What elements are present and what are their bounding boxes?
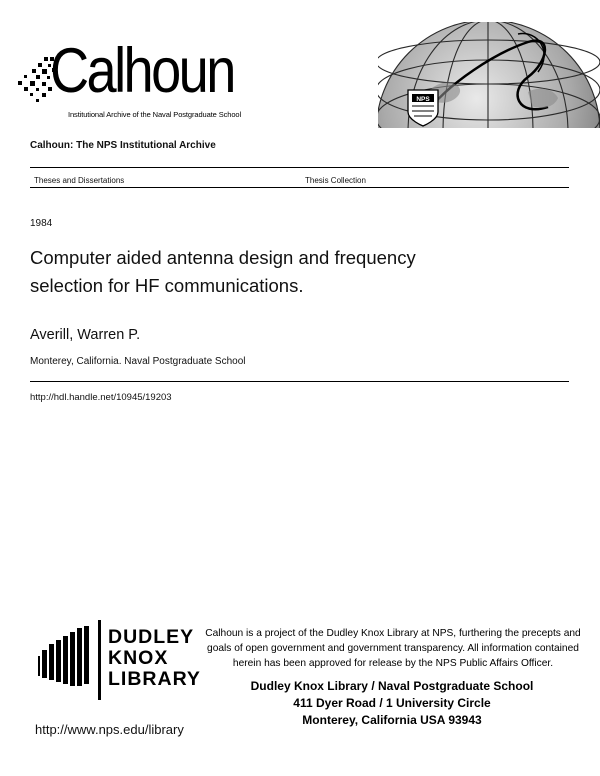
divider <box>30 167 569 168</box>
note-line: goals of open government and government transparency. All information contained <box>207 643 579 654</box>
address-line: Monterey, California USA 93943 <box>302 713 482 727</box>
divider <box>30 381 569 382</box>
author-name: Averill, Warren P. <box>30 327 141 343</box>
publication-year: 1984 <box>30 218 53 229</box>
globe-emblem-icon <box>378 22 600 128</box>
address-line: 411 Dyer Road / 1 University Circle <box>293 696 491 710</box>
calhoun-logo-wordmark: Calhoun <box>50 36 234 106</box>
author-affiliation: Monterey, California. Naval Postgraduate School <box>30 356 246 367</box>
library-url-link[interactable]: http://www.nps.edu/library <box>35 722 184 737</box>
title-line: selection for HF communications. <box>30 275 304 296</box>
library-logo-line: DUDLEY <box>108 626 195 648</box>
library-logo-line: KNOX <box>108 647 169 669</box>
archive-title: Calhoun: The NPS Institutional Archive <box>30 140 216 151</box>
divider <box>30 187 569 188</box>
title-line: Computer aided antenna design and frequency <box>30 247 416 268</box>
dudley-knox-library-logo-icon <box>38 620 100 690</box>
address-line: Dudley Knox Library / Naval Postgraduate School <box>250 679 534 693</box>
collection-type: Theses and Dissertations <box>34 176 125 185</box>
library-logo-divider <box>98 620 101 700</box>
library-logo-text <box>108 627 201 690</box>
svg-text:NPS: NPS <box>416 96 430 103</box>
collection-name: Thesis Collection <box>305 176 366 185</box>
handle-link[interactable]: http://hdl.handle.net/10945/19203 <box>30 392 172 403</box>
calhoun-logo-subtitle: Institutional Archive of the Naval Postgraduate School <box>68 110 242 119</box>
library-logo-line: LIBRARY <box>108 668 201 690</box>
calhoun-project-note <box>192 626 594 671</box>
note-line: Calhoun is a project of the Dudley Knox Library at NPS, furthering the precepts and <box>205 628 581 639</box>
document-title <box>30 244 460 300</box>
library-address <box>200 678 584 729</box>
note-line: herein has been approved for release by the NPS Public Affairs Officer. <box>232 658 554 669</box>
